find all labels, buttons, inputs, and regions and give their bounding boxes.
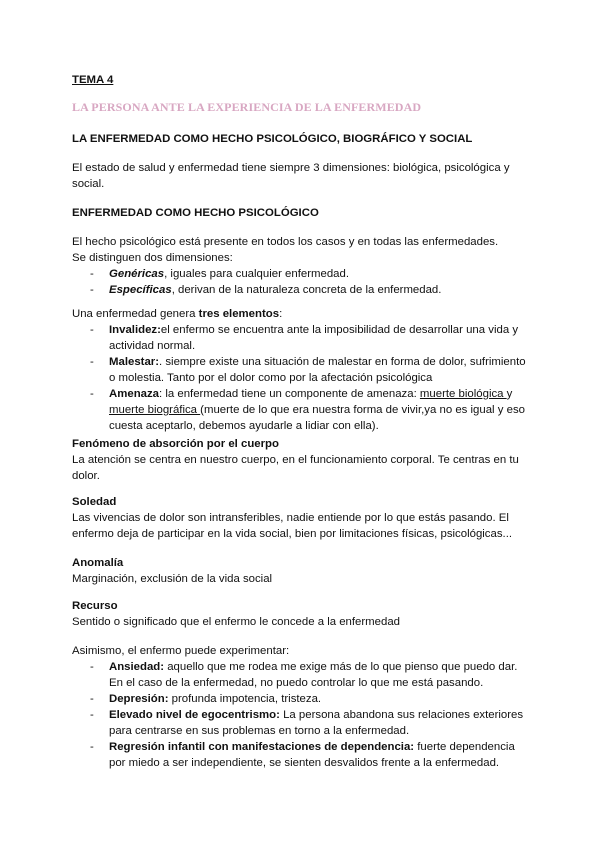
recurso-title: Recurso bbox=[72, 600, 118, 612]
item-term: Malestar: bbox=[109, 356, 160, 368]
list-item bbox=[90, 739, 532, 771]
recurso-section bbox=[72, 598, 532, 630]
item-text: , derivan de la naturaleza concreta de la enfermedad. bbox=[171, 284, 442, 296]
list-item bbox=[90, 354, 532, 386]
fenomeno-text: La atención se centra en nuestro cuerpo, en el funcionamiento corporal. Te centras en tu dolor. bbox=[72, 454, 519, 482]
dash-bullet: - bbox=[90, 268, 94, 280]
elementos-list bbox=[90, 322, 532, 434]
psico-paragraph-2: Se distinguen dos dimensiones: bbox=[72, 252, 233, 264]
list-item bbox=[90, 659, 532, 691]
list-item bbox=[90, 691, 532, 707]
item-text: el enfermo se encuentra ante la imposibilidad de desarrollar una vida y actividad normal. bbox=[109, 324, 519, 352]
lead-text: Una enfermedad genera bbox=[72, 308, 199, 320]
dash-bullet: - bbox=[90, 356, 94, 368]
dimensiones-list bbox=[90, 266, 532, 298]
item-text: La persona abandona sus relaciones exteriores para centrarse en sus problemas en torno a la enfermedad. bbox=[109, 709, 524, 737]
item-text: y bbox=[506, 388, 513, 400]
dash-bullet: - bbox=[90, 741, 94, 753]
item-term: Específicas bbox=[109, 284, 172, 296]
soledad-title: Soledad bbox=[72, 496, 117, 508]
list-item bbox=[90, 282, 532, 298]
dash-bullet: - bbox=[90, 388, 94, 400]
experiencias-list bbox=[90, 659, 532, 771]
heading-enfermedad-hecho: LA ENFERMEDAD COMO HECHO PSICOLÓGICO, BIOGRÁFICO Y SOCIAL bbox=[72, 133, 473, 145]
heading-hecho-psicologico: ENFERMEDAD COMO HECHO PSICOLÓGICO bbox=[72, 207, 319, 219]
tema-title: TEMA 4 bbox=[72, 74, 114, 86]
fenomeno-title: Fenómeno de absorción por el cuerpo bbox=[72, 438, 279, 450]
anomalia-title: Anomalía bbox=[72, 557, 124, 569]
recurso-text: Sentido o significado que el enfermo le concede a la enfermedad bbox=[72, 616, 401, 628]
psico-section bbox=[72, 234, 532, 298]
item-text: aquello que me rodea me exige más de lo que pienso que puedo dar. En el caso de la enfermedad, no puedo controlar lo que me está pasando. bbox=[109, 661, 518, 689]
anomalia-section bbox=[72, 555, 532, 587]
list-item bbox=[90, 386, 532, 434]
soledad-text: Las vivencias de dolor son intransferibles, nadie entiende por lo que estás pasando. El enfermo deja de participar en la vida social, bien por limitaciones físicas, psicológicas... bbox=[72, 512, 513, 540]
item-term: Amenaza bbox=[109, 388, 160, 400]
dash-bullet: - bbox=[90, 693, 94, 705]
dash-bullet: - bbox=[90, 661, 94, 673]
item-term: Invalidez: bbox=[109, 324, 161, 336]
underlined-text: muerte biográfica bbox=[109, 404, 201, 416]
document-subtitle: LA PERSONA ANTE LA EXPERIENCIA DE LA ENFERMEDAD bbox=[72, 100, 422, 114]
anomalia-text: Marginación, exclusión de la vida social bbox=[72, 573, 273, 585]
elementos-lead bbox=[72, 306, 532, 322]
dash-bullet: - bbox=[90, 709, 94, 721]
item-text: (muerte de lo que era nuestra forma de vivir,ya no es igual y eso cuesta aceptarlo, debemos ayudarle a lidiar con ella). bbox=[109, 404, 525, 432]
lead-bold: tres elementos bbox=[198, 308, 280, 320]
item-term: Elevado nivel de egocentrismo: bbox=[109, 709, 280, 721]
lead-colon: : bbox=[279, 308, 283, 320]
fenomeno-section bbox=[72, 436, 532, 484]
item-text: profunda impotencia, tristeza. bbox=[168, 693, 322, 705]
item-text: . siempre existe una situación de malestar en forma de dolor, sufrimiento o molestia. Tanto por el dolor como por la afectación psicológica bbox=[109, 356, 526, 384]
item-text: : la enfermedad tiene un componente de amenaza: bbox=[159, 388, 420, 400]
dash-bullet: - bbox=[90, 284, 94, 296]
asimismo-section bbox=[72, 643, 532, 771]
list-item bbox=[90, 266, 532, 282]
intro-paragraph: El estado de salud y enfermedad tiene siempre 3 dimensiones: biológica, psicológica y social. bbox=[72, 162, 510, 190]
dash-bullet: - bbox=[90, 324, 94, 336]
list-item bbox=[90, 707, 532, 739]
list-item bbox=[90, 322, 532, 354]
item-term: Genéricas bbox=[109, 268, 165, 280]
soledad-section bbox=[72, 494, 532, 542]
psico-paragraph-1: El hecho psicológico está presente en todos los casos y en todas las enfermedades. bbox=[72, 236, 499, 248]
item-text: fuerte dependencia por miedo a ser independiente, se sienten desvalidos frente a la enfermedad. bbox=[109, 741, 515, 769]
item-term: Depresión: bbox=[109, 693, 169, 705]
elementos-section bbox=[72, 306, 532, 434]
asimismo-lead: Asimismo, el enfermo puede experimentar: bbox=[72, 645, 290, 657]
item-term: Regresión infantil con manifestaciones de dependencia: bbox=[109, 741, 415, 753]
item-term: Ansiedad: bbox=[109, 661, 165, 673]
underlined-text: muerte biológica bbox=[419, 388, 507, 400]
item-text: , iguales para cualquier enfermedad. bbox=[164, 268, 349, 280]
